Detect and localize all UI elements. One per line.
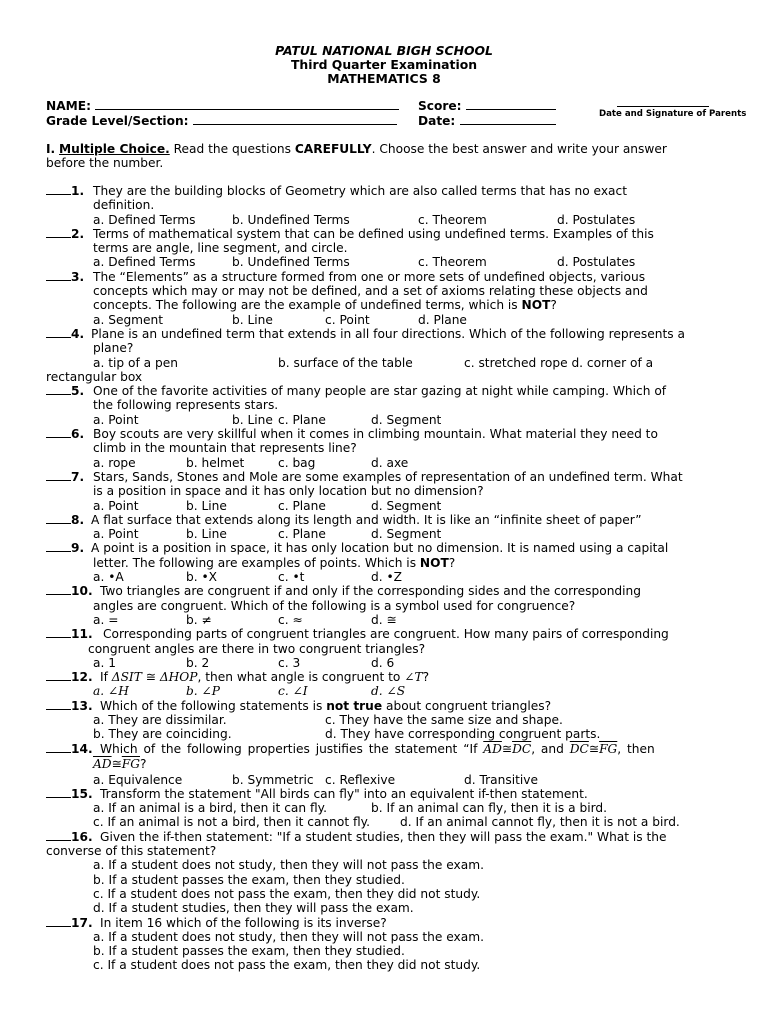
parent-signature-line[interactable] (617, 96, 709, 107)
choice[interactable]: a. Segment (93, 312, 164, 327)
instructions-line2: before the number. (46, 156, 164, 170)
score-label: Score: (418, 99, 462, 113)
choice[interactable]: d. Segment (371, 498, 442, 513)
choice[interactable]: d. ≅ (371, 612, 397, 627)
answer-blank[interactable] (46, 916, 71, 927)
test-type: Multiple Choice. (59, 142, 170, 156)
choice[interactable]: c. They have the same size and shape. (325, 712, 563, 727)
choices-6 (0, 456, 768, 470)
date-label: Date: (418, 114, 456, 128)
answer-blank[interactable] (46, 427, 71, 438)
score-blank[interactable] (466, 99, 556, 110)
choice[interactable]: c. •t (278, 570, 305, 585)
grade-label: Grade Level/Section: (46, 114, 189, 128)
choice[interactable]: d. Postulates (557, 255, 636, 270)
choice[interactable]: d. Postulates (557, 212, 636, 227)
answer-blank[interactable] (46, 787, 71, 798)
choice[interactable]: d. Segment (371, 412, 442, 427)
question-11: 11. Corresponding parts of congruent triangles are congruent. How many pairs of corresponding (0, 627, 768, 641)
question-5: 5. One of the favorite activities of many people are star gazing at night while camping. Which of (0, 384, 768, 398)
choices-10 (0, 613, 768, 627)
choices-13b (0, 727, 768, 741)
choice[interactable]: d. They have corresponding congruent parts. (325, 727, 601, 742)
choice[interactable]: a. Point (93, 412, 139, 427)
answer-blank[interactable] (46, 513, 71, 524)
choice[interactable]: a. Equivalence (93, 772, 183, 787)
choice[interactable]: d. Plane (418, 312, 467, 327)
exam-title: Third Quarter Examination (290, 57, 478, 72)
choice[interactable]: a. If a student does not study, then they will not pass the exam. (93, 929, 484, 944)
choice[interactable]: d. Segment (371, 527, 442, 542)
choices-1 (0, 213, 768, 227)
date-field[interactable] (418, 114, 556, 128)
date-blank[interactable] (460, 114, 556, 125)
answer-blank[interactable] (46, 742, 71, 753)
answer-blank[interactable] (46, 470, 71, 481)
choice[interactable]: c. 3 (278, 655, 301, 670)
name-field[interactable] (46, 99, 399, 113)
choice[interactable]: b. Symmetric (232, 772, 314, 787)
choices-12 (0, 684, 768, 698)
choices-16 (0, 858, 768, 872)
choice[interactable]: c. bag (278, 455, 316, 470)
questions: 1. They are the building blocks of Geometry which are also called terms that has no exact definition. a. Defined Terms b. Undefined Terms c. Theorem d. Postulates 2. Terms of mathematical system that can be defined using undefined terms. Examples of this terms are angle, line segment, and circle. a. Defined Terms b. Undefined Terms c. Theorem d. Postulates 3. The “Elements” as a structure formed from one or more sets of undefined objects, various concepts which may or may not be defined, and a set of axioms relating these objects and concepts. The following are the example of undefined terms, which is NOT? a. Segment b. Line c. Point d. Plane 4. Plane is an undefined term that extends in all four directions. Which of the following represents a plane? a. tip of a pen b. surface of the table c. stretched rope d. corner of a rectangular box 5. One of the favorite activities of many people are star gazing at night while camping. Which of the following represents stars. a. Point b. Line c. Plane d. Segment 6. Boy scouts are very skillful when it comes in climbing mountain. What material they need to climb in the mountain that represents line? a. rope b. helmet c. bag d. axe 7. Stars, Sands, Stones and Mole are some examples of representation of an undefined term. What is a position in space and it has only location but no dimension? a. Point b. Line c. Plane d. Segment 8. A flat surface that extends along its length and width. It is like an “infinite sheet of paper” a. Point b. Line c. Plane d. Segment 9. A point is a position in space, it has only location but no dimension. It is named using a capital letter. The following are examples of points. Which is NOT? a. •A b. •X c. •t d. •Z 10. Two triangles are congruent if and only if the corresponding sides and the corresponding angles are congruent. Which of the following is a symbol used for congruence? a. = b. ≠ c. ≈ d. ≅ 11. Corresponding parts of congruent triangles are congruent. How many pairs of corresponding congruent angles are there in two congruent triangles? a. 1 b. 2 c. 3 d. 6 12. If ΔSIT ≅ ΔHOP, then what angle is congruent to ∠T? a. ∠H b. ∠P c. ∠I d. ∠S 13. Which of the following statements is not true about congruent triangles? a. They are dissimilar. c. They have the same size and shape. b. They are coinciding. d. They have corresponding congruent parts. 14. Which of the following properties justifies the statement “If $\overline{AD}≅\overline{DC}$, and $\overline{DC}≅\overline{FG}$, then $\overline{AD}≅\overline{FG}$? a. Equivalence b. Symmetric c. Reflexive d. Transitive 15. Transform the statement "All birds can fly" into an equivalent if-then statement. a. If an animal is a bird, then it can fly. b. If an animal can fly, then it is a bird. c. If an animal is not a bird, then it cannot fly. d. If an animal cannot fly, then it is not a bird. 16. Given the if-then statement: "If a student studies, then they will pass the exam." What is the converse of this statement? a. If a student does not study, then they will not pass the exam. b. If a student passes the exam, then they studied. c. If a student does not pass the exam, then they did not study. d. If a student studies, then they will pass the exam. 17. In item 16 which of the following is its inverse? a. If a student does not study, then they will not pass the exam. b. If a student passes the exam, then they studied. c. If a student does not pass the exam, then they did not study. (0, 184, 768, 973)
choices-2 (0, 255, 768, 269)
answer-blank[interactable] (46, 830, 71, 841)
choice[interactable]: d. If a student studies, then they will pass the exam. (93, 901, 414, 916)
question-7: 7. Stars, Sands, Stones and Mole are some examples of representation of an undefined term. What (0, 470, 768, 484)
choice[interactable]: a. Point (93, 498, 139, 513)
answer-blank[interactable] (46, 227, 71, 238)
answer-blank[interactable] (46, 584, 71, 595)
choices-5 (0, 413, 768, 427)
choices-15b (0, 815, 768, 829)
question-12: 12. If ΔSIT ≅ ΔHOP, then what angle is congruent to ∠T? (0, 670, 768, 684)
choice[interactable]: b. Undefined Terms (232, 212, 350, 227)
choice[interactable]: d. ∠S (371, 684, 406, 699)
question-3: 3. The “Elements” as a structure formed from one or more sets of undefined objects, various (0, 270, 768, 284)
choice[interactable]: d. Transitive (464, 772, 538, 787)
answer-blank[interactable] (46, 384, 71, 395)
choice[interactable]: c. If a student does not pass the exam, then they did not study. (93, 886, 481, 901)
question-10: 10. Two triangles are congruent if and only if the corresponding sides and the corresponding (0, 584, 768, 598)
question-8: 8. A flat surface that extends along its length and width. It is like an “infinite sheet of paper” (0, 513, 768, 527)
grade-blank[interactable] (193, 114, 397, 125)
choice[interactable]: a. ∠H (93, 684, 129, 699)
score-field[interactable] (418, 99, 556, 113)
choice[interactable]: b. Line (186, 498, 227, 513)
choice[interactable]: c. Point (325, 312, 370, 327)
choice[interactable]: b. helmet (186, 455, 245, 470)
choice[interactable]: c. stretched rope d. corner of a (464, 355, 654, 370)
question-4: 4. Plane is an undefined term that extends in all four directions. Which of the following represents a (0, 327, 768, 341)
choice[interactable]: b. If a student passes the exam, then they studied. (93, 872, 405, 887)
choice[interactable]: b. Undefined Terms (232, 255, 350, 270)
choice[interactable]: a. tip of a pen (93, 355, 178, 370)
choice[interactable]: b. They are coinciding. (93, 727, 232, 742)
choice[interactable]: c. If a student does not pass the exam, then they did not study. (93, 958, 481, 973)
question-17: 17. In item 16 which of the following is its inverse? (0, 916, 768, 930)
choices-4 (0, 356, 768, 370)
choice[interactable]: b. ≠ (186, 612, 212, 627)
choices-8 (0, 527, 768, 541)
choice[interactable]: c. Plane (278, 527, 326, 542)
choice[interactable]: b. surface of the table (278, 355, 413, 370)
name-blank[interactable] (95, 99, 399, 110)
answer-blank[interactable] (46, 541, 71, 552)
subject-title: MATHEMATICS 8 (327, 71, 441, 86)
choice[interactable]: b. If a student passes the exam, then they studied. (93, 944, 405, 959)
choice[interactable]: c. If an animal is not a bird, then it cannot fly. (93, 815, 371, 830)
choice[interactable]: a. If an animal is a bird, then it can fly. (93, 801, 328, 816)
question-2: 2. Terms of mathematical system that can be defined using undefined terms. Examples of this (0, 227, 768, 241)
choice[interactable]: a. rope (93, 455, 136, 470)
choice[interactable]: a. They are dissimilar. (93, 712, 227, 727)
choices-15a (0, 801, 768, 815)
name-label: NAME: (46, 99, 91, 113)
choice[interactable]: b. ∠P (186, 684, 220, 699)
choices-11 (0, 656, 768, 670)
choices-7 (0, 499, 768, 513)
choices-17 (0, 930, 768, 944)
choices-13a (0, 713, 768, 727)
choice[interactable]: c. ∠I (278, 684, 308, 699)
choices-14 (0, 773, 768, 787)
choice[interactable]: d. axe (371, 455, 409, 470)
choice[interactable]: a. Point (93, 527, 139, 542)
choice[interactable]: a. 1 (93, 655, 116, 670)
choice[interactable]: a. Defined Terms (93, 212, 196, 227)
question-14: 14. Which of the following properties justifies the statement “If $\overline{AD}≅\overline{DC}$, and $\overline{DC}≅\overline{FG}$, then (0, 742, 768, 757)
answer-blank[interactable] (46, 627, 71, 638)
choice[interactable]: b. Line (186, 527, 227, 542)
answer-blank[interactable] (46, 670, 71, 681)
choice[interactable]: b. •X (186, 570, 218, 585)
choice[interactable]: c. ≈ (278, 612, 303, 627)
choice[interactable]: d. If an animal cannot fly, then it is not a bird. (400, 815, 680, 830)
answer-blank[interactable] (46, 270, 71, 281)
answer-blank[interactable] (46, 184, 71, 195)
choice[interactable]: a. = (93, 612, 119, 627)
answer-blank[interactable] (46, 327, 71, 338)
question-9: 9. A point is a position in space, it has only location but no dimension. It is named using a capital (0, 541, 768, 555)
choice[interactable]: c. Theorem (418, 255, 487, 270)
question-1: 1. They are the building blocks of Geometry which are also called terms that has no exact (0, 184, 768, 198)
choices-9 (0, 570, 768, 584)
choice[interactable]: a. •A (93, 570, 124, 585)
grade-section-field[interactable] (46, 114, 397, 128)
instructions: I. Multiple Choice. Read the questions CAREFULLY. Choose the best answer and write your answer (46, 142, 667, 156)
choice[interactable]: b. Line (232, 312, 273, 327)
choice[interactable]: a. If a student does not study, then they will not pass the exam. (93, 858, 484, 873)
choice[interactable]: b. If an animal can fly, then it is a bird. (371, 801, 608, 816)
choice[interactable]: b. Line (232, 412, 273, 427)
answer-blank[interactable] (46, 699, 71, 710)
choice[interactable]: d. •Z (371, 570, 403, 585)
question-15: 15. Transform the statement "All birds can fly" into an equivalent if-then statement. (0, 787, 768, 801)
choice[interactable]: c. Plane (278, 498, 326, 513)
school-name: PATUL NATIONAL BIGH SCHOOL (275, 43, 493, 58)
choice[interactable]: d. 6 (371, 655, 395, 670)
choice[interactable]: c. Plane (278, 412, 326, 427)
question-6: 6. Boy scouts are very skillful when it comes in climbing mountain. What material they need to (0, 427, 768, 441)
choice[interactable]: c. Theorem (418, 212, 487, 227)
choice[interactable]: c. Reflexive (325, 772, 396, 787)
question-13: 13. Which of the following statements is not true about congruent triangles? (0, 699, 768, 713)
parent-signature-label: Date and Signature of Parents (599, 109, 747, 119)
choices-3 (0, 313, 768, 327)
choice[interactable]: a. Defined Terms (93, 255, 196, 270)
choice[interactable]: b. 2 (186, 655, 210, 670)
question-16: 16. Given the if-then statement: "If a student studies, then they will pass the exam." What is the (0, 830, 768, 844)
